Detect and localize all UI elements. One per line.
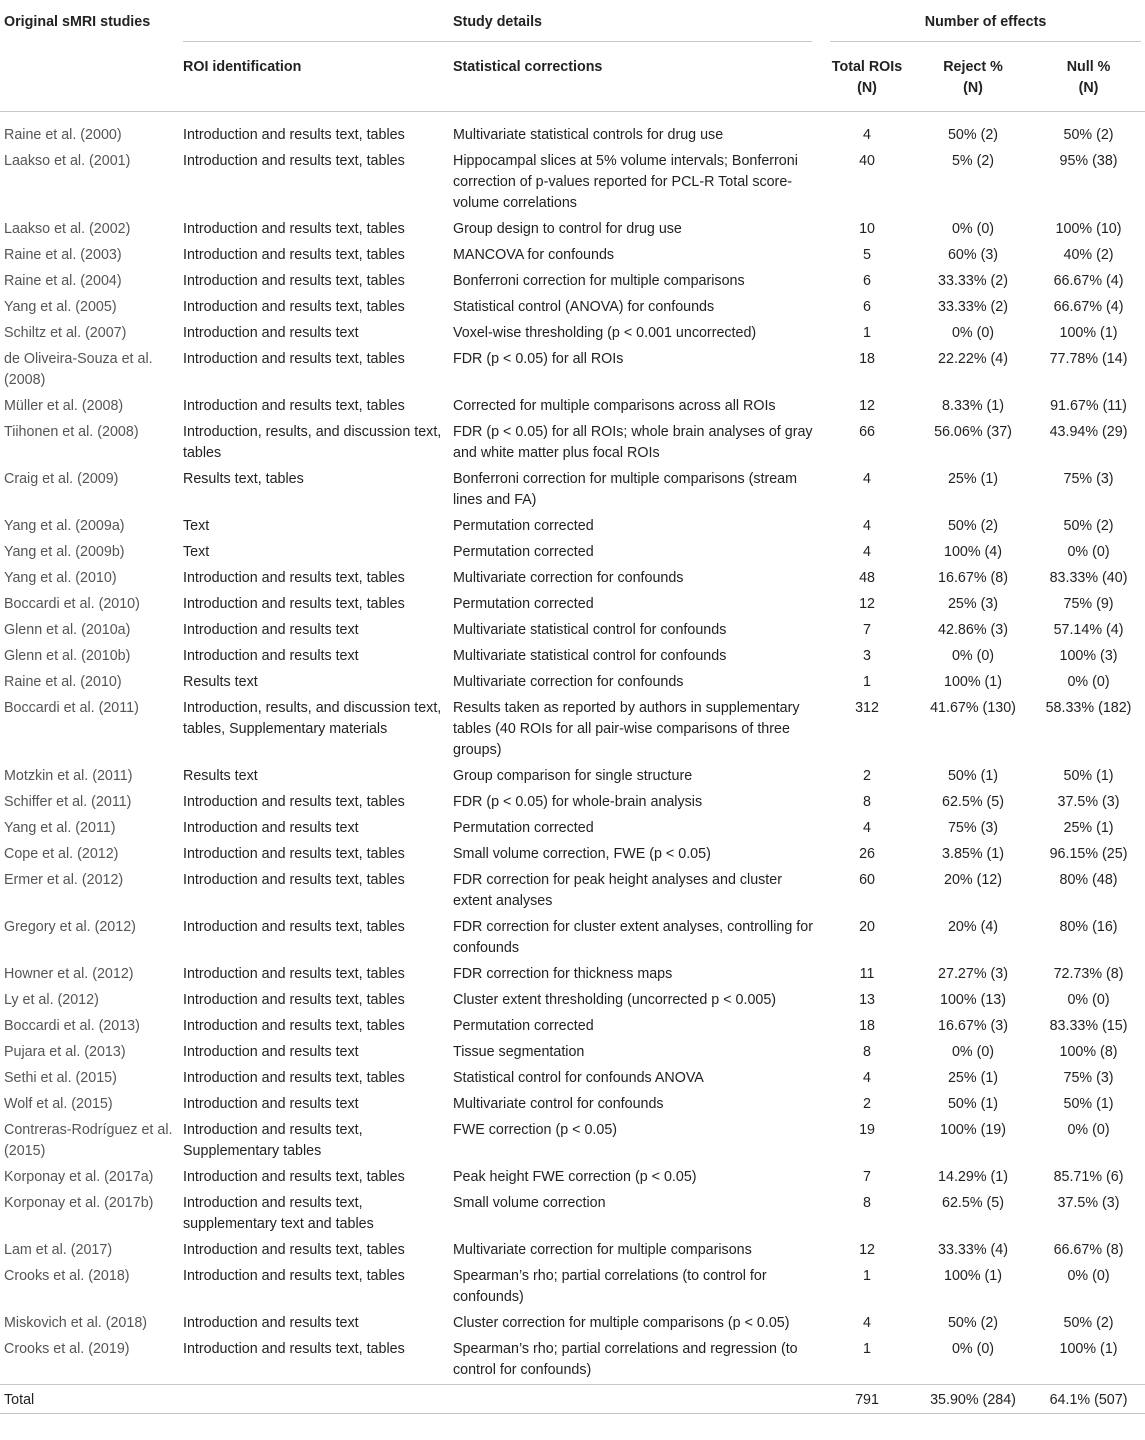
null-cell: 100% (1) [1059, 1341, 1118, 1357]
correction-cell: Cluster correction for multiple comparisons (p < 0.05) [453, 1315, 790, 1331]
roi-cell: Introduction and results text [183, 622, 359, 638]
total-rois-cell: 6 [863, 273, 871, 289]
total-rois-cell: 4 [863, 1070, 871, 1086]
total-rois-cell: 7 [863, 622, 871, 638]
study-cell: Wolf et al. (2015) [4, 1096, 113, 1112]
table-row [0, 295, 1145, 321]
correction-cell: Cluster extent thresholding (uncorrected p < 0.005) [453, 992, 777, 1008]
null-cell: 0% (0) [1067, 544, 1110, 560]
total-rois-cell: 1 [863, 1268, 871, 1284]
header-reject: Reject % (N) [943, 59, 1003, 96]
null-cell: 50% (1) [1063, 768, 1114, 784]
roi-cell: Introduction and results text, tables [183, 966, 405, 982]
study-cell: Yang et al. (2009a) [4, 518, 125, 534]
header-row-columns [0, 51, 1145, 112]
correction-cell: Small volume correction, FWE (p < 0.05) [453, 846, 711, 862]
null-cell: 75% (9) [1063, 596, 1114, 612]
roi-cell: Introduction and results text [183, 325, 359, 341]
correction-cell: Small volume correction [453, 1195, 606, 1211]
null-cell: 37.5% (3) [1057, 1195, 1120, 1211]
correction-cell: Spearman’s rho; partial correlations (to control for confounds) [453, 1268, 767, 1305]
study-cell: Yang et al. (2011) [4, 820, 116, 836]
null-cell: 77.78% (14) [1049, 351, 1128, 367]
reject-cell: 100% (1) [944, 1268, 1003, 1284]
reject-cell: 25% (1) [947, 471, 999, 487]
correction-cell: Spearman’s rho; partial correlations and regression (to control for confounds) [453, 1341, 798, 1378]
null-cell: 96.15% (25) [1049, 846, 1128, 862]
reject-cell: 22.22% (4) [938, 351, 1008, 367]
table-row [0, 566, 1145, 592]
null-cell: 80% (16) [1059, 919, 1118, 935]
total-rois-cell: 2 [863, 768, 871, 784]
total-rois-cell: 5 [863, 247, 871, 263]
null-cell: 50% (2) [1063, 518, 1114, 534]
correction-cell: Hippocampal slices at 5% volume intervals; Bonferroni correction of p-values reported for PCL-R Total score-volume correlations [453, 153, 798, 211]
correction-cell: Statistical control for confounds ANOVA [453, 1070, 704, 1086]
total-rois-cell: 6 [863, 299, 871, 315]
roi-cell: Introduction and results text, tables [183, 1341, 405, 1357]
roi-cell: Introduction and results text [183, 648, 359, 664]
total-rois-cell: 18 [859, 1018, 875, 1034]
study-cell: Howner et al. (2012) [4, 966, 134, 982]
correction-cell: Multivariate correction for confounds [453, 674, 684, 690]
null-cell: 91.67% (11) [1050, 398, 1127, 414]
null-cell: 75% (3) [1063, 1070, 1114, 1086]
correction-cell: Multivariate statistical controls for drug use [453, 127, 724, 143]
roi-cell: Results text [183, 768, 258, 784]
null-cell: 80% (48) [1059, 872, 1118, 888]
study-cell: Yang et al. (2010) [4, 570, 117, 586]
roi-cell: Introduction and results text, tables [183, 247, 405, 263]
study-cell: Korponay et al. (2017a) [4, 1169, 154, 1185]
table-row [0, 420, 1145, 467]
null-cell: 83.33% (15) [1049, 1018, 1128, 1034]
total-rois-cell: 11 [859, 966, 875, 982]
correction-cell: MANCOVA for confounds [453, 247, 615, 263]
header-original-studies: Original sMRI studies [4, 14, 151, 30]
reject-cell: 100% (13) [940, 992, 1006, 1008]
study-cell: Pujara et al. (2013) [4, 1044, 126, 1060]
correction-cell: Peak height FWE correction (p < 0.05) [453, 1169, 697, 1185]
table-row [0, 592, 1145, 618]
table-row [0, 149, 1145, 217]
null-cell: 37.5% (3) [1057, 794, 1120, 810]
table-bottom-rule [0, 1413, 1145, 1414]
null-cell: 58.33% (182) [1045, 700, 1132, 716]
total-rois-cell: 20 [859, 919, 875, 935]
reject-cell: 100% (4) [944, 544, 1003, 560]
study-cell: Schiffer et al. (2011) [4, 794, 132, 810]
roi-cell: Introduction and results text, tables [183, 794, 405, 810]
header-study-details-label: Study details [183, 12, 812, 42]
correction-cell: Bonferroni correction for multiple comparisons (stream lines and FA) [453, 471, 798, 508]
study-cell: Motzkin et al. (2011) [4, 768, 133, 784]
header-study-details [183, 0, 820, 51]
header-roi-identification: ROI identification [183, 59, 302, 75]
correction-cell: Permutation corrected [453, 518, 594, 534]
roi-cell: Introduction and results text [183, 1315, 359, 1331]
null-cell: 66.67% (4) [1053, 299, 1124, 315]
total-rois-cell: 66 [859, 424, 875, 440]
table-row [0, 618, 1145, 644]
study-cell: Gregory et al. (2012) [4, 919, 136, 935]
study-cell: Raine et al. (2010) [4, 674, 122, 690]
table-row [0, 1165, 1145, 1191]
roi-cell: Introduction and results text, tables [183, 1242, 405, 1258]
study-cell: Yang et al. (2005) [4, 299, 117, 315]
total-rois-cell: 8 [863, 1195, 871, 1211]
correction-cell: Permutation corrected [453, 544, 594, 560]
study-cell: Glenn et al. (2010a) [4, 622, 131, 638]
roi-cell: Text [183, 518, 210, 534]
study-cell: Crooks et al. (2018) [4, 1268, 130, 1284]
roi-cell: Introduction and results text, Supplementary tables [183, 1122, 363, 1159]
total-rois-sum: 791 [820, 1384, 914, 1413]
reject-cell: 62.5% (5) [942, 1195, 1004, 1211]
table-row [0, 1264, 1145, 1311]
table-row [0, 644, 1145, 670]
study-cell: Tiihonen et al. (2008) [4, 424, 139, 440]
null-cell: 100% (10) [1055, 221, 1122, 237]
table-row [0, 962, 1145, 988]
roi-cell: Introduction, results, and discussion text, tables [183, 424, 442, 461]
roi-cell: Introduction and results text [183, 820, 359, 836]
study-cell: Lam et al. (2017) [4, 1242, 113, 1258]
reject-cell: 0% (0) [951, 1341, 995, 1357]
total-rois-cell: 12 [859, 596, 875, 612]
total-rois-cell: 12 [859, 1242, 875, 1258]
roi-cell: Introduction and results text, tables [183, 1018, 405, 1034]
study-cell: Miskovich et al. (2018) [4, 1315, 148, 1331]
study-cell: Korponay et al. (2017b) [4, 1195, 154, 1211]
total-row [0, 1384, 1145, 1413]
total-rois-cell: 4 [863, 127, 871, 143]
reject-cell: 62.5% (5) [942, 794, 1004, 810]
reject-cell: 16.67% (8) [938, 570, 1008, 586]
correction-cell: FWE correction (p < 0.05) [453, 1122, 618, 1138]
null-cell: 50% (2) [1063, 127, 1114, 143]
null-cell: 85.71% (6) [1053, 1169, 1124, 1185]
total-rois-cell: 19 [859, 1122, 875, 1138]
reject-cell: 50% (1) [947, 768, 999, 784]
table-row [0, 764, 1145, 790]
header-spacer [0, 51, 183, 112]
correction-cell: Permutation corrected [453, 596, 594, 612]
null-cell: 0% (0) [1067, 992, 1110, 1008]
table-row [0, 1040, 1145, 1066]
study-cell: Laakso et al. (2002) [4, 221, 131, 237]
reject-cell: 33.33% (2) [938, 273, 1008, 289]
roi-cell: Introduction and results text [183, 1044, 359, 1060]
table-row [0, 915, 1145, 962]
study-cell: Raine et al. (2004) [4, 273, 122, 289]
total-rois-cell: 26 [859, 846, 875, 862]
total-rois-cell: 60 [859, 872, 875, 888]
reject-cell: 42.86% (3) [938, 622, 1008, 638]
reject-cell: 8.33% (1) [942, 398, 1004, 414]
reject-cell: 14.29% (1) [938, 1169, 1008, 1185]
reject-cell: 25% (1) [947, 1070, 999, 1086]
null-cell: 66.67% (4) [1053, 273, 1124, 289]
reject-cell: 50% (2) [947, 518, 999, 534]
table-row [0, 269, 1145, 295]
total-rois-cell: 8 [863, 1044, 871, 1060]
table-row [0, 670, 1145, 696]
table-row [0, 988, 1145, 1014]
correction-cell: FDR (p < 0.05) for whole-brain analysis [453, 794, 703, 810]
roi-cell: Introduction and results text, tables [183, 1268, 405, 1284]
correction-cell: Voxel-wise thresholding (p < 0.001 uncorrected) [453, 325, 757, 341]
study-cell: Glenn et al. (2010b) [4, 648, 131, 664]
reject-cell: 50% (1) [947, 1096, 999, 1112]
study-cell: Schiltz et al. (2007) [4, 325, 127, 341]
reject-cell: 100% (1) [944, 674, 1003, 690]
total-rois-cell: 13 [859, 992, 875, 1008]
total-rois-cell: 7 [863, 1169, 871, 1185]
total-rois-cell: 4 [863, 518, 871, 534]
study-cell: Raine et al. (2003) [4, 247, 122, 263]
total-rois-cell: 1 [863, 674, 871, 690]
header-number-of-effects-label: Number of effects [830, 12, 1141, 42]
table-row [0, 112, 1145, 149]
null-cell: 95% (38) [1059, 153, 1118, 169]
null-cell: 100% (8) [1059, 1044, 1118, 1060]
table-row [0, 790, 1145, 816]
roi-cell: Results text, tables [183, 471, 304, 487]
total-spacer [453, 1384, 820, 1413]
table-row [0, 842, 1145, 868]
correction-cell: Multivariate correction for confounds [453, 570, 684, 586]
reject-cell: 50% (2) [947, 127, 999, 143]
roi-cell: Introduction and results text, tables [183, 1070, 405, 1086]
total-rois-cell: 40 [859, 153, 875, 169]
reject-cell: 60% (3) [947, 247, 999, 263]
null-cell: 0% (0) [1067, 1268, 1110, 1284]
header-row-groups [0, 0, 1145, 51]
correction-cell: Permutation corrected [453, 1018, 594, 1034]
total-rois-cell: 4 [863, 544, 871, 560]
roi-cell: Introduction and results text, tables [183, 221, 405, 237]
roi-cell: Introduction and results text, tables [183, 992, 405, 1008]
total-rois-cell: 1 [863, 325, 871, 341]
roi-cell: Introduction and results text, tables [183, 1169, 405, 1185]
null-cell: 0% (0) [1067, 1122, 1110, 1138]
header-number-of-effects [820, 0, 1145, 51]
table-row [0, 514, 1145, 540]
study-cell: Crooks et al. (2019) [4, 1341, 130, 1357]
total-rois-cell: 2 [863, 1096, 871, 1112]
total-rois-cell: 312 [855, 700, 879, 716]
total-label: Total [0, 1384, 183, 1413]
roi-cell: Introduction and results text, tables [183, 273, 405, 289]
roi-cell: Introduction and results text, tables [183, 351, 405, 367]
study-cell: Cope et al. (2012) [4, 846, 119, 862]
roi-cell: Introduction and results text, tables [183, 596, 405, 612]
correction-cell: Statistical control (ANOVA) for confounds [453, 299, 715, 315]
reject-cell: 50% (2) [947, 1315, 999, 1331]
null-cell: 43.94% (29) [1049, 424, 1128, 440]
table-row [0, 1092, 1145, 1118]
total-rois-cell: 18 [859, 351, 875, 367]
reject-cell: 56.06% (37) [934, 424, 1012, 440]
roi-cell: Introduction and results text, tables [183, 872, 405, 888]
study-cell: Laakso et al. (2001) [4, 153, 131, 169]
correction-cell: Multivariate control for confounds [453, 1096, 664, 1112]
correction-cell: Tissue segmentation [453, 1044, 585, 1060]
table-row [0, 696, 1145, 764]
header-null: Null % (N) [1066, 59, 1111, 96]
correction-cell: Multivariate statistical control for confounds [453, 648, 727, 664]
total-rois-cell: 12 [859, 398, 875, 414]
reject-cell: 16.67% (3) [938, 1018, 1008, 1034]
roi-cell: Introduction and results text, tables [183, 299, 405, 315]
null-cell: 25% (1) [1063, 820, 1114, 836]
study-cell: Raine et al. (2000) [4, 127, 122, 143]
null-cell: 75% (3) [1063, 471, 1114, 487]
null-cell: 72.73% (8) [1053, 966, 1124, 982]
study-cell: Craig et al. (2009) [4, 471, 119, 487]
table-row [0, 394, 1145, 420]
roi-cell: Introduction and results text, tables [183, 919, 405, 935]
table-row [0, 347, 1145, 394]
roi-cell: Introduction and results text, tables [183, 570, 405, 586]
reject-cell: 27.27% (3) [938, 966, 1008, 982]
reject-cell: 75% (3) [947, 820, 999, 836]
study-cell: Ermer et al. (2012) [4, 872, 124, 888]
correction-cell: FDR (p < 0.05) for all ROIs [453, 351, 624, 367]
correction-cell: FDR (p < 0.05) for all ROIs; whole brain analyses of gray and white matter plus focal ROIs [453, 424, 813, 461]
roi-cell: Introduction, results, and discussion text, tables, Supplementary materials [183, 700, 442, 737]
total-rois-cell: 10 [859, 221, 875, 237]
table-row [0, 816, 1145, 842]
correction-cell: Results taken as reported by authors in supplementary tables (40 ROIs for all pair-wise comparisons of three groups) [453, 700, 800, 758]
reject-cell: 33.33% (2) [938, 299, 1008, 315]
null-cell: 40% (2) [1063, 247, 1114, 263]
total-rois-cell: 4 [863, 820, 871, 836]
correction-cell: Corrected for multiple comparisons across all ROIs [453, 398, 776, 414]
reject-cell: 41.67% (130) [930, 700, 1016, 716]
roi-cell: Introduction and results text, supplementary text and tables [183, 1195, 374, 1232]
table-row [0, 1066, 1145, 1092]
reject-cell: 0% (0) [951, 1044, 995, 1060]
roi-cell: Introduction and results text, tables [183, 127, 405, 143]
correction-cell: Bonferroni correction for multiple comparisons [453, 273, 745, 289]
reject-cell: 3.85% (1) [942, 846, 1004, 862]
reject-cell: 25% (3) [947, 596, 999, 612]
reject-cell: 0% (0) [951, 648, 995, 664]
table-row [0, 467, 1145, 514]
correction-cell: Group comparison for single structure [453, 768, 693, 784]
correction-cell: Multivariate statistical control for confounds [453, 622, 727, 638]
total-null: 64.1% (507) [1032, 1384, 1145, 1413]
null-cell: 83.33% (40) [1049, 570, 1128, 586]
total-rois-cell: 3 [863, 648, 871, 664]
table-row [0, 321, 1145, 347]
correction-cell: FDR correction for peak height analyses and cluster extent analyses [453, 872, 782, 909]
header-total-rois: Total ROIs (N) [831, 59, 903, 96]
null-cell: 100% (3) [1059, 648, 1118, 664]
correction-cell: Multivariate correction for multiple comparisons [453, 1242, 752, 1258]
table-row [0, 1014, 1145, 1040]
roi-cell: Introduction and results text, tables [183, 398, 405, 414]
roi-cell: Introduction and results text, tables [183, 153, 405, 169]
reject-cell: 5% (2) [951, 153, 995, 169]
correction-cell: FDR correction for cluster extent analyses, controlling for confounds [453, 919, 813, 956]
study-cell: Boccardi et al. (2011) [4, 700, 139, 716]
correction-cell: FDR correction for thickness maps [453, 966, 673, 982]
study-cell: Boccardi et al. (2010) [4, 596, 140, 612]
table-row [0, 1191, 1145, 1238]
table-row [0, 1238, 1145, 1264]
total-spacer [183, 1384, 453, 1413]
null-cell: 66.67% (8) [1053, 1242, 1124, 1258]
table-row [0, 1337, 1145, 1385]
study-cell: Müller et al. (2008) [4, 398, 124, 414]
reject-cell: 100% (19) [940, 1122, 1006, 1138]
table-row [0, 540, 1145, 566]
study-cell: Sethi et al. (2015) [4, 1070, 117, 1086]
null-cell: 0% (0) [1067, 674, 1110, 690]
correction-cell: Group design to control for drug use [453, 221, 682, 237]
reject-cell: 20% (12) [944, 872, 1003, 888]
table-row [0, 1118, 1145, 1165]
null-cell: 50% (2) [1063, 1315, 1114, 1331]
total-rois-cell: 48 [859, 570, 875, 586]
correction-cell: Permutation corrected [453, 820, 594, 836]
header-statistical-corrections: Statistical corrections [453, 59, 603, 75]
study-cell: Contreras-Rodríguez et al. (2015) [4, 1122, 173, 1159]
null-cell: 50% (1) [1063, 1096, 1114, 1112]
total-reject: 35.90% (284) [914, 1384, 1032, 1413]
study-cell: de Oliveira-Souza et al. (2008) [4, 351, 153, 388]
total-rois-cell: 8 [863, 794, 871, 810]
null-cell: 57.14% (4) [1053, 622, 1124, 638]
table-row [0, 1311, 1145, 1337]
table-row [0, 217, 1145, 243]
reject-cell: 0% (0) [951, 325, 995, 341]
reject-cell: 20% (4) [947, 919, 999, 935]
table-row [0, 868, 1145, 915]
roi-cell: Introduction and results text, tables [183, 846, 405, 862]
reject-cell: 0% (0) [951, 221, 995, 237]
table-row [0, 243, 1145, 269]
roi-cell: Results text [183, 674, 258, 690]
study-cell: Ly et al. (2012) [4, 992, 99, 1008]
roi-cell: Introduction and results text [183, 1096, 359, 1112]
total-rois-cell: 4 [863, 471, 871, 487]
reject-cell: 33.33% (4) [938, 1242, 1008, 1258]
total-rois-cell: 4 [863, 1315, 871, 1331]
study-cell: Boccardi et al. (2013) [4, 1018, 140, 1034]
study-cell: Yang et al. (2009b) [4, 544, 125, 560]
null-cell: 100% (1) [1059, 325, 1118, 341]
roi-cell: Text [183, 544, 210, 560]
table-body [0, 112, 1145, 1414]
total-rois-cell: 1 [863, 1341, 871, 1357]
